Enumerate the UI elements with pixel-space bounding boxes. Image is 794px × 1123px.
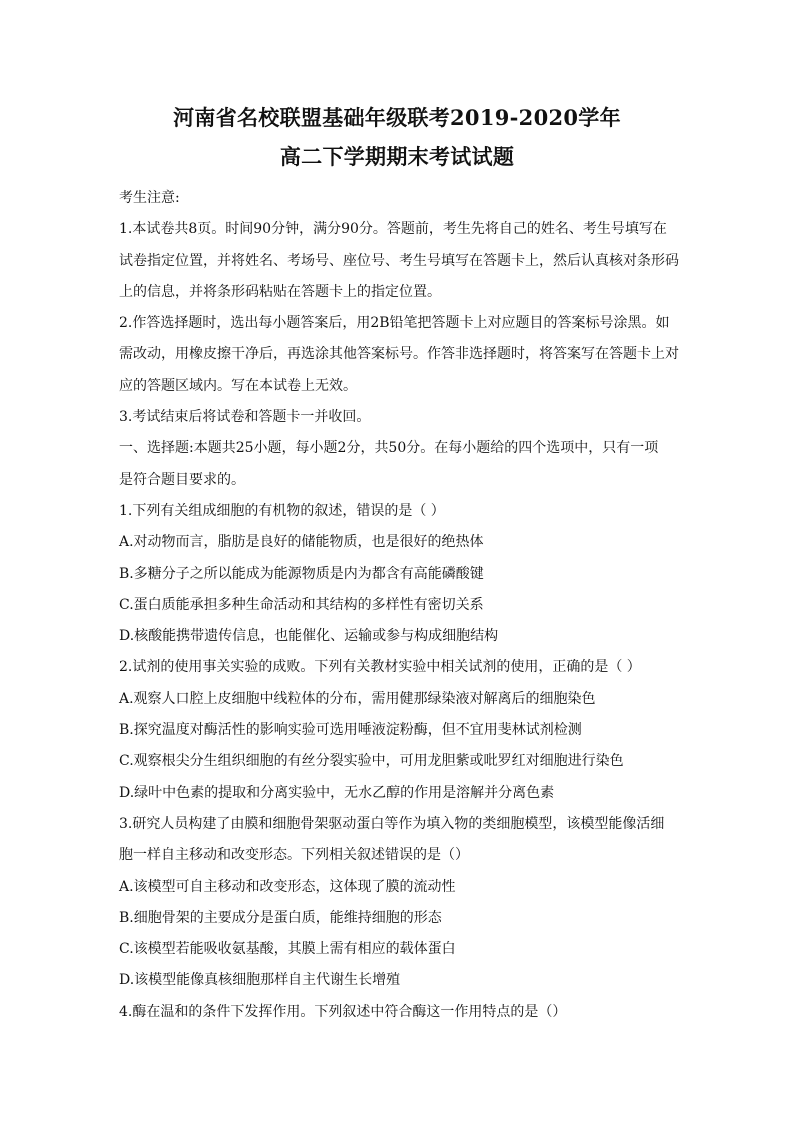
question-3-stem-line-2: 胞一样自主移动和改变形态。下列相关叙述错误的是（） <box>119 847 469 864</box>
notice-item-3: 3.考试结束后将试卷和答题卡一并收回。 <box>119 409 371 426</box>
question-2-option-d: D.绿叶中色素的提取和分离实验中，无水乙醇的作用是溶解并分离色素 <box>119 784 555 801</box>
notice-item-2-line-1: 2.作答选择题时，选出每小题答案后，用2B铅笔把答题卡上对应题目的答案标号涂黑。如 <box>119 315 670 332</box>
section-heading-line-2: 是符合题目要求的。 <box>119 471 245 488</box>
notice-item-1-line-2: 试卷指定位置，并将姓名、考场号、座位号、考生号填写在答题卡上，然后认真核对条形码 <box>119 252 679 269</box>
question-3-option-c: C.该模型若能吸收氨基酸，其膜上需有相应的载体蛋白 <box>119 941 456 958</box>
question-2-stem: 2.试剂的使用事关实验的成败。下列有关教材实验中相关试剂的使用，正确的是（ ） <box>119 659 641 676</box>
notice-item-1-line-1: 1.本试卷共8页。时间90分钟，满分90分。答题前，考生先将自己的姓名、考生号填写在 <box>119 221 667 238</box>
notice-item-2-line-3: 应的答题区域内。写在本试卷上无效。 <box>119 377 357 394</box>
exam-body <box>119 183 679 1028</box>
section-heading-line-1: 一、选择题:本题共25小题，每小题2分，共50分。在每小题给的四个选项中，只有一项 <box>119 440 659 457</box>
exam-title-line-1: 河南省名校联盟基础年级联考2019-2020学年 <box>173 105 621 130</box>
question-1-option-b: B.多糖分子之所以能成为能源物质是内为都含有高能磷酸键 <box>119 565 484 582</box>
exam-title-line-2: 高二下学期期末考试试题 <box>279 144 515 169</box>
question-2-option-a: A.观察人口腔上皮细胞中线粒体的分布，需用健那绿染液对解离后的细胞染色 <box>119 690 596 707</box>
question-1-option-c: C.蛋白质能承担多种生命活动和其结构的多样性有密切关系 <box>119 596 484 613</box>
question-1-option-d: D.核酸能携带遗传信息，也能催化、运输或参与构成细胞结构 <box>119 628 499 645</box>
notice-item-2-line-2: 需改动，用橡皮擦干净后，再选涂其他答案标号。作答非选择题时，将答案写在答题卡上对 <box>119 346 679 363</box>
question-3-option-d: D.该模型能像真核细胞那样自主代谢生长增殖 <box>119 972 401 989</box>
question-3-option-a: A.该模型可自主移动和改变形态，这体现了膜的流动性 <box>119 878 456 895</box>
question-2-option-c: C.观察根尖分生组织细胞的有丝分裂实验中，可用龙胆紫或吡罗红对细胞进行染色 <box>119 753 624 770</box>
question-2-option-b: B.探究温度对酶活性的影响实验可选用唾液淀粉酶，但不宜用斐林试剂检测 <box>119 722 582 739</box>
question-3-stem-line-1: 3.研究人员构建了由膜和细胞骨架驱动蛋白等作为填入物的类细胞模型，该模型能像活细 <box>119 815 665 832</box>
question-3-option-b: B.细胞骨架的主要成分是蛋白质，能维持细胞的形态 <box>119 909 442 926</box>
question-1-option-a: A.对动物而言，脂肪是良好的储能物质，也是很好的绝热体 <box>119 534 484 551</box>
notice-heading: 考生注意: <box>119 190 180 206</box>
notice-item-1-line-3: 上的信息，并将条形码粘贴在答题卡上的指定位置。 <box>119 283 441 300</box>
question-1-stem: 1.下列有关组成细胞的有机物的叙述，错误的是（ ） <box>119 502 445 519</box>
question-4-stem: 4.酶在温和的条件下发挥作用。下列叙述中符合酶这一作用特点的是（） <box>119 1003 567 1020</box>
